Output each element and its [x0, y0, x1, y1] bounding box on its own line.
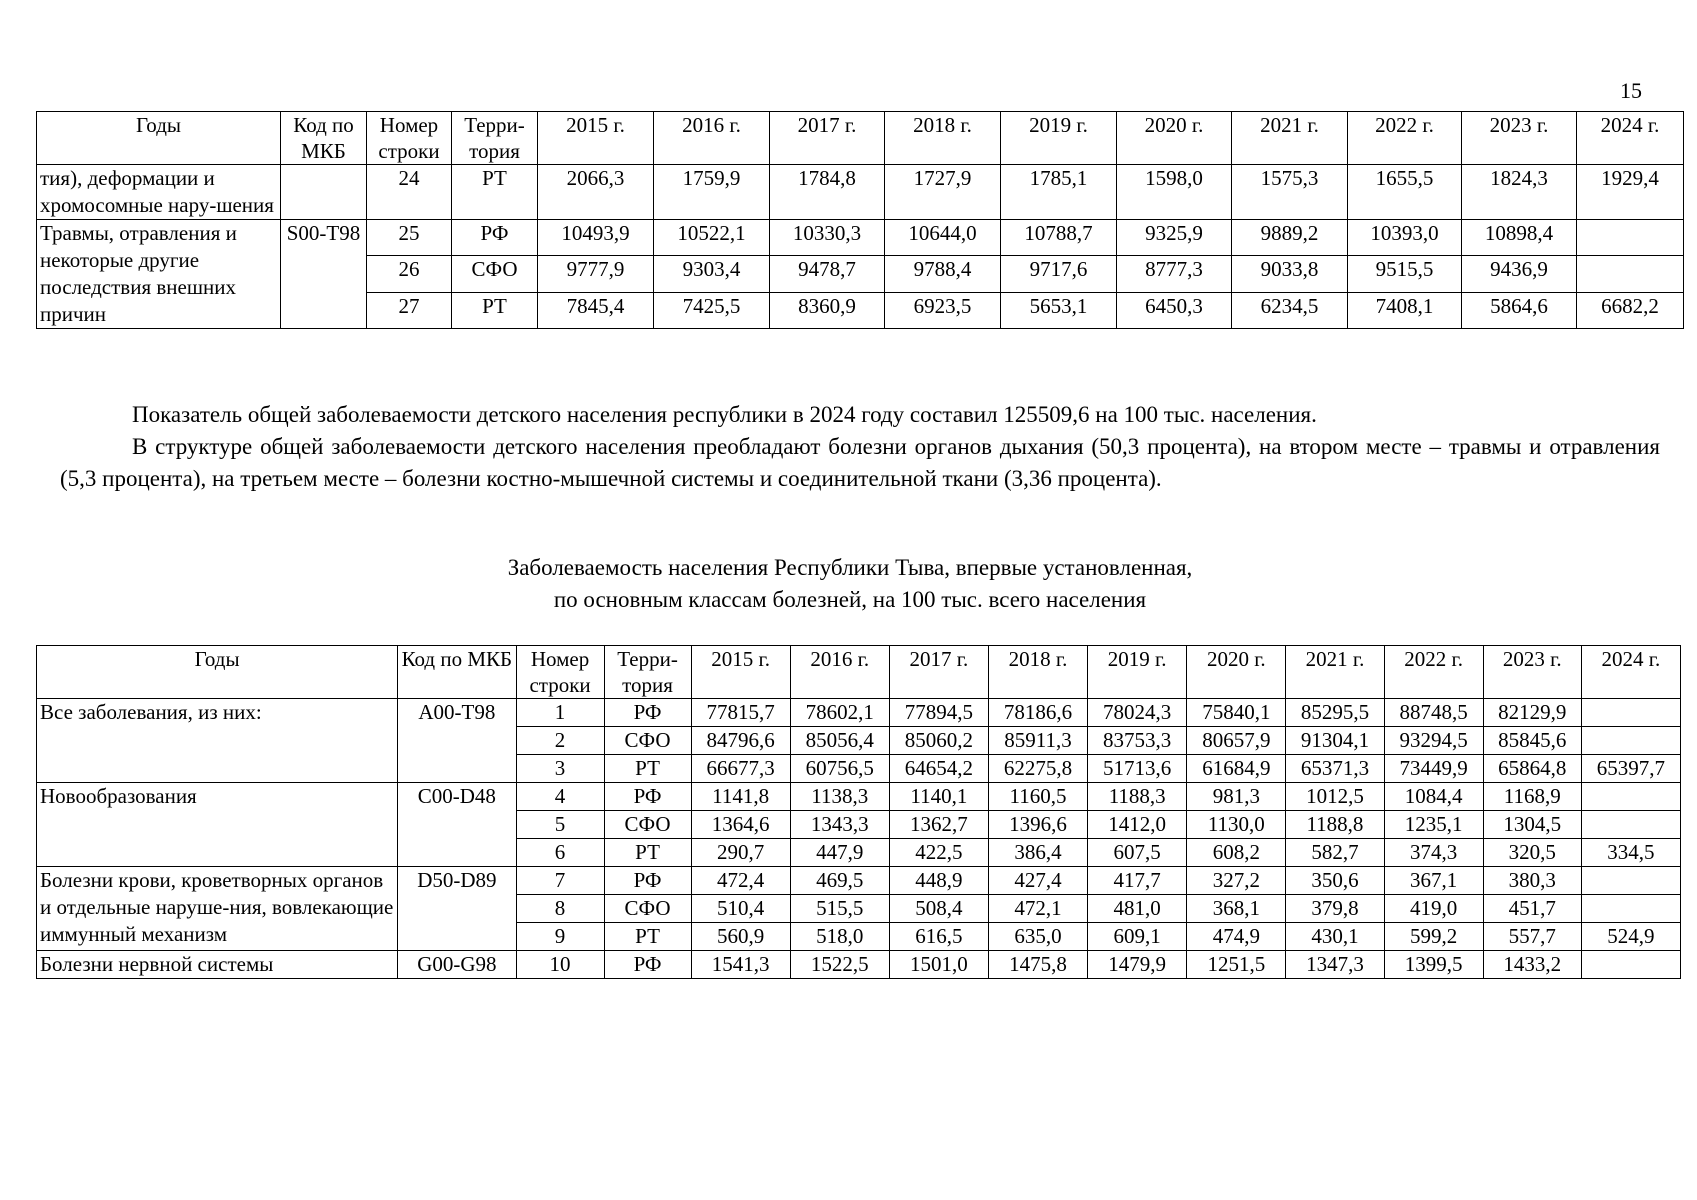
value-cell: 469,5: [790, 867, 889, 895]
value-cell: 1598,0: [1117, 165, 1232, 220]
row-number-cell: 26: [367, 256, 452, 292]
value-cell: 9478,7: [770, 256, 885, 292]
value-cell: 524,9: [1581, 923, 1680, 951]
value-cell: 367,1: [1384, 867, 1483, 895]
value-cell: 1929,4: [1577, 165, 1684, 220]
value-cell: 65371,3: [1286, 755, 1384, 783]
value-cell: 10644,0: [885, 220, 1001, 256]
value-cell: 1084,4: [1384, 783, 1483, 811]
value-cell: 9889,2: [1232, 220, 1348, 256]
row-number-cell: 6: [516, 839, 604, 867]
territory-cell: РТ: [604, 839, 691, 867]
value-cell: 1759,9: [654, 165, 770, 220]
column-header: 2024 г.: [1581, 646, 1680, 699]
value-cell: 1130,0: [1187, 811, 1286, 839]
row-number-cell: 3: [516, 755, 604, 783]
row-number-cell: 10: [516, 951, 604, 979]
value-cell: 1399,5: [1384, 951, 1483, 979]
value-cell: 85056,4: [790, 727, 889, 755]
value-cell: 422,5: [889, 839, 988, 867]
value-cell: 1235,1: [1384, 811, 1483, 839]
column-header: 2017 г.: [770, 112, 885, 165]
value-cell: 83753,3: [1088, 727, 1187, 755]
value-cell: 474,9: [1187, 923, 1286, 951]
value-cell: 9303,4: [654, 256, 770, 292]
value-cell: 560,9: [691, 923, 790, 951]
value-cell: 1347,3: [1286, 951, 1384, 979]
value-cell: 60756,5: [790, 755, 889, 783]
value-cell: [1581, 699, 1680, 727]
value-cell: 6450,3: [1117, 292, 1232, 328]
value-cell: 327,2: [1187, 867, 1286, 895]
icd-code-cell: [281, 165, 367, 220]
value-cell: 66677,3: [691, 755, 790, 783]
column-header: 2017 г.: [889, 646, 988, 699]
column-header: 2015 г.: [691, 646, 790, 699]
row-number-cell: 5: [516, 811, 604, 839]
table-row: [37, 783, 1681, 811]
table-morbidity-continuation: [36, 111, 1684, 329]
value-cell: 1140,1: [889, 783, 988, 811]
value-cell: 1575,3: [1232, 165, 1348, 220]
value-cell: 93294,5: [1384, 727, 1483, 755]
territory-cell: СФО: [604, 811, 691, 839]
column-header: 2016 г.: [790, 646, 889, 699]
row-number-cell: 7: [516, 867, 604, 895]
disease-class-cell: Новообразования: [37, 783, 398, 867]
value-cell: 419,0: [1384, 895, 1483, 923]
column-header: Терри-тория: [604, 646, 691, 699]
value-cell: 85060,2: [889, 727, 988, 755]
value-cell: 82129,9: [1483, 699, 1581, 727]
row-number-cell: 2: [516, 727, 604, 755]
row-number-cell: 25: [367, 220, 452, 256]
territory-cell: РТ: [604, 923, 691, 951]
value-cell: [1577, 220, 1684, 256]
territory-cell: РФ: [604, 867, 691, 895]
value-cell: 65397,7: [1581, 755, 1680, 783]
paragraph-child-morbidity-total: Показатель общей заболеваемости детского населения республики в 2024 году составил 125509,6 на 100 тыс. населения.: [132, 402, 1317, 427]
value-cell: 1727,9: [885, 165, 1001, 220]
value-cell: 518,0: [790, 923, 889, 951]
value-cell: 1343,3: [790, 811, 889, 839]
table-row: [37, 699, 1681, 727]
icd-code-cell: S00-T98: [281, 220, 367, 329]
value-cell: 1012,5: [1286, 783, 1384, 811]
value-cell: 448,9: [889, 867, 988, 895]
column-header: 2023 г.: [1483, 646, 1581, 699]
table-caption-line-2: по основным классам болезней, на 100 тыс. всего населения: [553, 587, 1147, 612]
value-cell: 9777,9: [538, 256, 654, 292]
value-cell: 62275,8: [988, 755, 1087, 783]
value-cell: 78024,3: [1088, 699, 1187, 727]
value-cell: 1785,1: [1001, 165, 1117, 220]
value-cell: 8777,3: [1117, 256, 1232, 292]
value-cell: 1655,5: [1348, 165, 1462, 220]
value-cell: 515,5: [790, 895, 889, 923]
value-cell: 9033,8: [1232, 256, 1348, 292]
row-number-cell: 8: [516, 895, 604, 923]
table-row: [37, 165, 1684, 220]
value-cell: 1362,7: [889, 811, 988, 839]
value-cell: 386,4: [988, 839, 1087, 867]
value-cell: 5864,6: [1462, 292, 1577, 328]
territory-cell: РТ: [452, 165, 538, 220]
row-number-cell: 27: [367, 292, 452, 328]
value-cell: 77894,5: [889, 699, 988, 727]
value-cell: 85295,5: [1286, 699, 1384, 727]
territory-cell: РФ: [452, 220, 538, 256]
value-cell: 78186,6: [988, 699, 1087, 727]
value-cell: 616,5: [889, 923, 988, 951]
value-cell: 5653,1: [1001, 292, 1117, 328]
territory-cell: СФО: [604, 727, 691, 755]
value-cell: [1581, 727, 1680, 755]
value-cell: 1475,8: [988, 951, 1087, 979]
value-cell: [1581, 895, 1680, 923]
column-header: Номер строки: [367, 112, 452, 165]
column-header: 2019 г.: [1088, 646, 1187, 699]
value-cell: 7845,4: [538, 292, 654, 328]
value-cell: 368,1: [1187, 895, 1286, 923]
value-cell: [1581, 951, 1680, 979]
territory-cell: РФ: [604, 783, 691, 811]
value-cell: 1188,8: [1286, 811, 1384, 839]
value-cell: 1168,9: [1483, 783, 1581, 811]
territory-cell: РТ: [452, 292, 538, 328]
value-cell: 85911,3: [988, 727, 1087, 755]
value-cell: 10393,0: [1348, 220, 1462, 256]
value-cell: 1188,3: [1088, 783, 1187, 811]
table-row: [37, 951, 1681, 979]
table-row: [37, 220, 1684, 256]
value-cell: 609,1: [1088, 923, 1187, 951]
value-cell: 88748,5: [1384, 699, 1483, 727]
column-header: 2024 г.: [1577, 112, 1684, 165]
table-caption-line-1: Заболеваемость населения Республики Тыва, впервые установленная,: [507, 555, 1193, 580]
value-cell: 481,0: [1088, 895, 1187, 923]
value-cell: 447,9: [790, 839, 889, 867]
column-header: Годы: [37, 112, 281, 165]
value-cell: 1784,8: [770, 165, 885, 220]
value-cell: 320,5: [1483, 839, 1581, 867]
column-header: 2022 г.: [1348, 112, 1462, 165]
value-cell: [1581, 783, 1680, 811]
value-cell: 9515,5: [1348, 256, 1462, 292]
disease-class-cell: Все заболевания, из них:: [37, 699, 398, 783]
table-header-row: [37, 112, 1684, 165]
value-cell: 1522,5: [790, 951, 889, 979]
value-cell: 6682,2: [1577, 292, 1684, 328]
value-cell: 65864,8: [1483, 755, 1581, 783]
disease-class-cell: тия), деформации и хромосомные нару-шения: [37, 165, 281, 220]
value-cell: 1824,3: [1462, 165, 1577, 220]
column-header: 2015 г.: [538, 112, 654, 165]
value-cell: [1581, 867, 1680, 895]
value-cell: 1141,8: [691, 783, 790, 811]
value-cell: 430,1: [1286, 923, 1384, 951]
territory-cell: РФ: [604, 699, 691, 727]
value-cell: 472,1: [988, 895, 1087, 923]
icd-code-cell: A00-T98: [398, 699, 516, 783]
value-cell: 1479,9: [1088, 951, 1187, 979]
value-cell: 51713,6: [1088, 755, 1187, 783]
value-cell: 73449,9: [1384, 755, 1483, 783]
icd-code-cell: D50-D89: [398, 867, 516, 951]
column-header: Номер строки: [516, 646, 604, 699]
value-cell: 10788,7: [1001, 220, 1117, 256]
value-cell: 599,2: [1384, 923, 1483, 951]
value-cell: [1581, 811, 1680, 839]
column-header: Код по МКБ: [281, 112, 367, 165]
value-cell: 1364,6: [691, 811, 790, 839]
value-cell: 10522,1: [654, 220, 770, 256]
column-header: 2023 г.: [1462, 112, 1577, 165]
value-cell: 91304,1: [1286, 727, 1384, 755]
value-cell: 9788,4: [885, 256, 1001, 292]
page-number: 15: [1620, 78, 1642, 103]
column-header: 2020 г.: [1117, 112, 1232, 165]
disease-class-cell: Болезни нервной системы: [37, 951, 398, 979]
row-number-cell: 1: [516, 699, 604, 727]
value-cell: 85845,6: [1483, 727, 1581, 755]
territory-cell: РТ: [604, 755, 691, 783]
value-cell: 510,4: [691, 895, 790, 923]
icd-code-cell: G00-G98: [398, 951, 516, 979]
table-row: [37, 867, 1681, 895]
value-cell: 1304,5: [1483, 811, 1581, 839]
column-header: 2020 г.: [1187, 646, 1286, 699]
row-number-cell: 4: [516, 783, 604, 811]
value-cell: 10493,9: [538, 220, 654, 256]
value-cell: 981,3: [1187, 783, 1286, 811]
value-cell: 582,7: [1286, 839, 1384, 867]
column-header: Годы: [37, 646, 398, 699]
value-cell: 1433,2: [1483, 951, 1581, 979]
value-cell: 608,2: [1187, 839, 1286, 867]
column-header: 2021 г.: [1286, 646, 1384, 699]
value-cell: 1251,5: [1187, 951, 1286, 979]
value-cell: 61684,9: [1187, 755, 1286, 783]
value-cell: 9325,9: [1117, 220, 1232, 256]
territory-cell: СФО: [452, 256, 538, 292]
value-cell: 84796,6: [691, 727, 790, 755]
column-header: 2021 г.: [1232, 112, 1348, 165]
value-cell: 75840,1: [1187, 699, 1286, 727]
value-cell: 472,4: [691, 867, 790, 895]
disease-class-cell: Травмы, отравления и некоторые другие последствия внешних причин: [37, 220, 281, 329]
value-cell: 10898,4: [1462, 220, 1577, 256]
column-header: Код по МКБ: [398, 646, 516, 699]
value-cell: 1412,0: [1088, 811, 1187, 839]
value-cell: 451,7: [1483, 895, 1581, 923]
value-cell: 6923,5: [885, 292, 1001, 328]
value-cell: 1138,3: [790, 783, 889, 811]
value-cell: 635,0: [988, 923, 1087, 951]
value-cell: 2066,3: [538, 165, 654, 220]
column-header: 2018 г.: [885, 112, 1001, 165]
value-cell: 10330,3: [770, 220, 885, 256]
value-cell: 80657,9: [1187, 727, 1286, 755]
value-cell: 417,7: [1088, 867, 1187, 895]
table-morbidity-first-diagnosed: [36, 645, 1681, 979]
value-cell: 9436,9: [1462, 256, 1577, 292]
value-cell: [1577, 256, 1684, 292]
value-cell: 557,7: [1483, 923, 1581, 951]
row-number-cell: 24: [367, 165, 452, 220]
column-header: 2019 г.: [1001, 112, 1117, 165]
value-cell: 1160,5: [988, 783, 1087, 811]
value-cell: 6234,5: [1232, 292, 1348, 328]
paragraph-child-morbidity-structure: В структуре общей заболеваемости детского населения преобладают болезни органов дыхания (50,3 процента), на втором месте – травмы и отравления (5,3 процента), на третьем месте – болезни костно-мышечной системы и соединительной ткани (3,36 процента).: [60, 434, 1660, 491]
column-header: 2018 г.: [988, 646, 1087, 699]
icd-code-cell: C00-D48: [398, 783, 516, 867]
value-cell: 8360,9: [770, 292, 885, 328]
value-cell: 64654,2: [889, 755, 988, 783]
value-cell: 427,4: [988, 867, 1087, 895]
value-cell: 607,5: [1088, 839, 1187, 867]
value-cell: 77815,7: [691, 699, 790, 727]
column-header: Терри-тория: [452, 112, 538, 165]
territory-cell: СФО: [604, 895, 691, 923]
value-cell: 379,8: [1286, 895, 1384, 923]
value-cell: 7425,5: [654, 292, 770, 328]
value-cell: 380,3: [1483, 867, 1581, 895]
value-cell: 350,6: [1286, 867, 1384, 895]
territory-cell: РФ: [604, 951, 691, 979]
column-header: 2016 г.: [654, 112, 770, 165]
value-cell: 1396,6: [988, 811, 1087, 839]
value-cell: 7408,1: [1348, 292, 1462, 328]
disease-class-cell: Болезни крови, кроветворных органов и отдельные наруше-ния, вовлекающие иммунный механизм: [37, 867, 398, 951]
value-cell: 1501,0: [889, 951, 988, 979]
row-number-cell: 9: [516, 923, 604, 951]
value-cell: 290,7: [691, 839, 790, 867]
value-cell: 508,4: [889, 895, 988, 923]
value-cell: 78602,1: [790, 699, 889, 727]
value-cell: 334,5: [1581, 839, 1680, 867]
column-header: 2022 г.: [1384, 646, 1483, 699]
value-cell: 1541,3: [691, 951, 790, 979]
value-cell: 9717,6: [1001, 256, 1117, 292]
value-cell: 374,3: [1384, 839, 1483, 867]
table-header-row: [37, 646, 1681, 699]
